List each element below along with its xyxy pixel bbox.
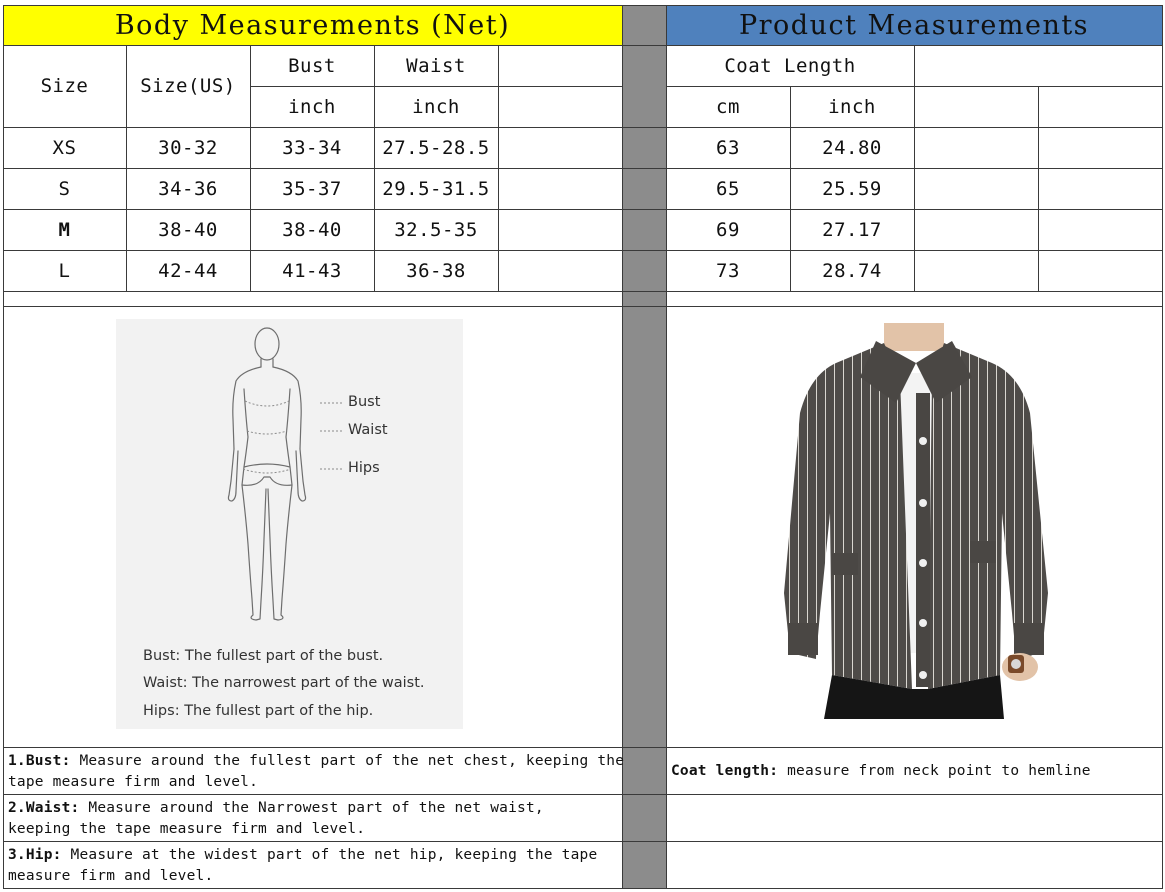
gray-divider-column bbox=[622, 5, 666, 889]
human-body-outline-icon bbox=[116, 319, 463, 729]
row-waist: 36-38 bbox=[406, 259, 466, 282]
row-bust: 33-34 bbox=[282, 136, 342, 159]
unit-waist-inch: inch bbox=[412, 95, 460, 118]
figure-label-bust: Bust bbox=[348, 394, 381, 410]
note-coat-length: Coat length: measure from neck point to hemline bbox=[671, 763, 1091, 779]
header-size: Size bbox=[40, 75, 89, 97]
row-bust: 35-37 bbox=[282, 177, 342, 200]
figure-desc-bust: Bust: The fullest part of the bust. bbox=[143, 648, 384, 664]
figure-label-waist: Waist bbox=[348, 422, 388, 438]
unit-bust-inch: inch bbox=[288, 95, 336, 118]
header-coat-length: Coat Length bbox=[724, 54, 856, 77]
row-inch: 24.80 bbox=[822, 136, 882, 159]
body-measurement-figure bbox=[116, 319, 463, 729]
figure-desc-waist: Waist: The narrowest part of the waist. bbox=[143, 675, 425, 691]
row-size-us: 38-40 bbox=[158, 218, 218, 241]
row-size: XS bbox=[52, 136, 77, 159]
header-size-us: Size(US) bbox=[140, 75, 236, 97]
figure-desc-hips: Hips: The fullest part of the hip. bbox=[143, 703, 374, 719]
header-waist: Waist bbox=[406, 54, 466, 77]
row-bust: 41-43 bbox=[282, 259, 342, 282]
note-waist: 2.Waist: Measure around the Narrowest part of the net waist, keeping the tape measure firm and level. bbox=[8, 800, 544, 837]
row-waist: 32.5-35 bbox=[394, 218, 478, 241]
row-waist: 29.5-31.5 bbox=[382, 177, 490, 200]
row-size: S bbox=[58, 177, 71, 200]
unit-inch: inch bbox=[828, 95, 876, 118]
row-size: L bbox=[58, 259, 71, 282]
product-jacket-image bbox=[776, 323, 1056, 719]
row-inch: 28.74 bbox=[822, 259, 882, 282]
header-bust: Bust bbox=[288, 54, 336, 77]
figure-label-hips: Hips bbox=[348, 460, 380, 476]
jacket-photo-icon bbox=[776, 323, 1056, 719]
row-cm: 65 bbox=[716, 177, 740, 200]
row-size-us: 30-32 bbox=[158, 136, 218, 159]
row-size-us: 42-44 bbox=[158, 259, 218, 282]
note-hip: 3.Hip: Measure at the widest part of the net hip, keeping the tape measure firm and level. bbox=[8, 847, 598, 884]
row-inch: 25.59 bbox=[822, 177, 882, 200]
row-size-us: 34-36 bbox=[158, 177, 218, 200]
row-cm: 73 bbox=[716, 259, 740, 282]
row-waist: 27.5-28.5 bbox=[382, 136, 490, 159]
product-measurements-title: Product Measurements bbox=[738, 9, 1090, 41]
row-bust: 38-40 bbox=[282, 218, 342, 241]
note-bust: 1.Bust: Measure around the fullest part of the net chest, keeping the tape measure firm and level. bbox=[8, 753, 625, 790]
row-inch: 27.17 bbox=[822, 218, 882, 241]
row-cm: 63 bbox=[716, 136, 740, 159]
unit-cm: cm bbox=[716, 95, 740, 118]
row-cm: 69 bbox=[716, 218, 740, 241]
body-measurements-title: Body Measurements (Net) bbox=[114, 9, 511, 41]
row-size: M bbox=[58, 218, 71, 241]
